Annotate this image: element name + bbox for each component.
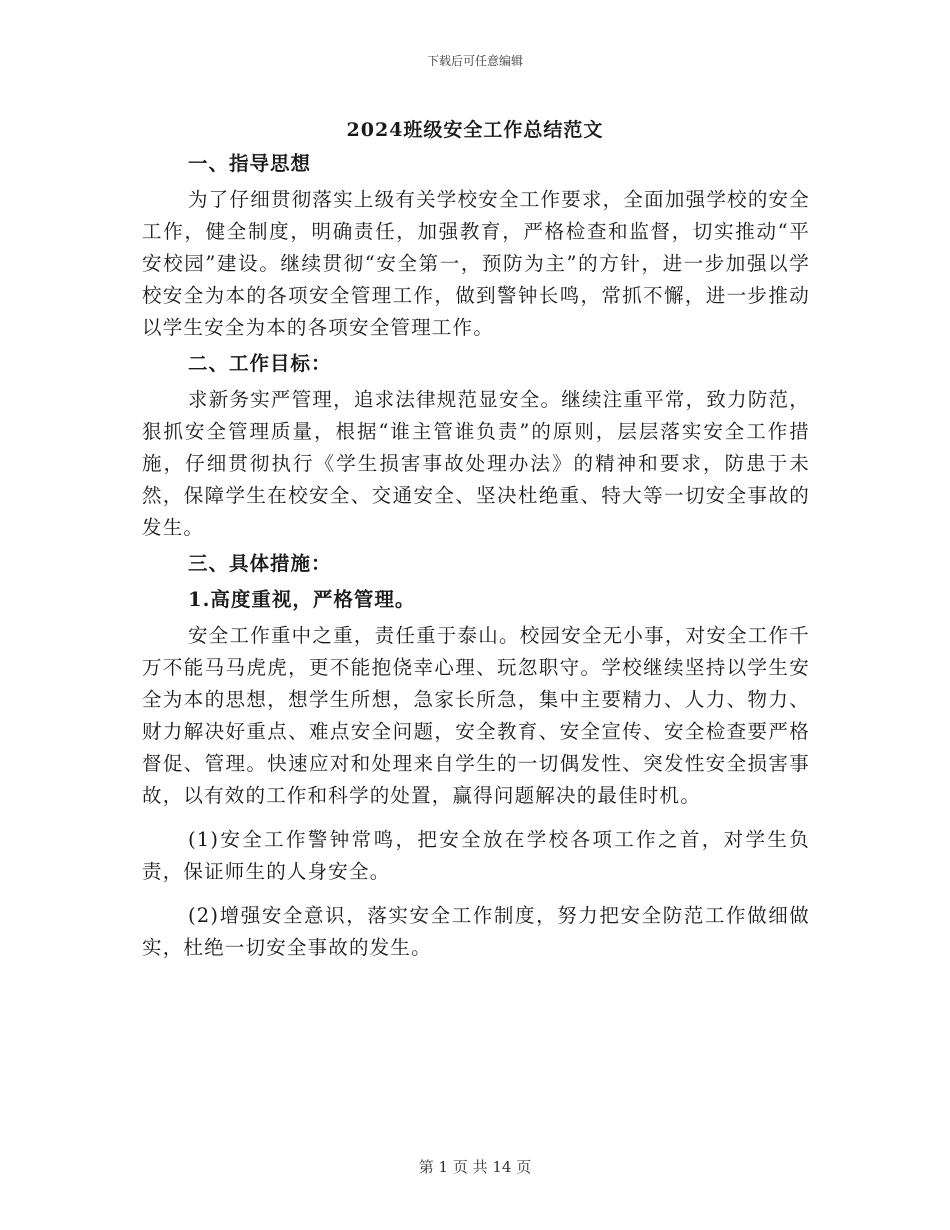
list-item-measure-2: (2)增强安全意识，落实安全工作制度，努力把安全防范工作做细做实，杜绝一切安全事故的发生。 (142, 904, 810, 959)
section-heading-work-goals: 二、工作目标： (188, 352, 332, 375)
subsection-heading-strict-management: 1.高度重视，严格管理。 (188, 588, 416, 611)
page-header-note: 下载后可任意编辑 (426, 54, 523, 68)
paragraph-guiding-ideology: 为了仔细贯彻落实上级有关学校安全工作要求，全面加强学校的安全工作，健全制度，明确责任，加强教育，严格检查和监督，切实推动“平安校园”建设。继续贯彻“安全第一，预防为主”的方针，进一步加强以学校安全为本的各项安全管理工作，做到警钟长鸣，常抓不懈，进一步推动以学生安全为本的各项安全管理工作。 (142, 188, 810, 339)
section-heading-guiding-ideology: 一、指导思想 (188, 152, 312, 175)
section-heading-specific-measures: 三、具体措施： (188, 552, 332, 575)
page-number: 第 1 页 共 14 页 (418, 1158, 532, 1176)
list-item-measure-1: (1)安全工作警钟常鸣，把安全放在学校各项工作之首，对学生负责，保证师生的人身安全。 (142, 828, 810, 883)
paragraph-strict-management: 安全工作重中之重，责任重于泰山。校园安全无小事，对安全工作千万不能马马虎虎，更不能抱侥幸心理、玩忽职守。学校继续坚持以学生安全为本的思想，想学生所想，急家长所急，集中主要精力、人力、物力、财力解决好重点、难点安全问题，安全教育、安全宣传、安全检查要严格督促、管理。快速应对和处理来自学生的一切偶发性、突发性安全损害事故，以有效的工作和科学的处置，赢得问题解决的最佳时机。 (142, 624, 810, 807)
document-body (142, 148, 810, 968)
document-title: 2024班级安全工作总结范文 (346, 119, 604, 141)
paragraph-work-goals: 求新务实严管理，追求法律规范显安全。继续注重平常，致力防范，狠抓安全管理质量，根据“谁主管谁负责”的原则，层层落实安全工作措施，仔细贯彻执行《学生损害事故处理办法》的精神和要求，防患于未然，保障学生在校安全、交通安全、坚决杜绝重、特大等一切安全事故的发生。 (142, 388, 810, 539)
